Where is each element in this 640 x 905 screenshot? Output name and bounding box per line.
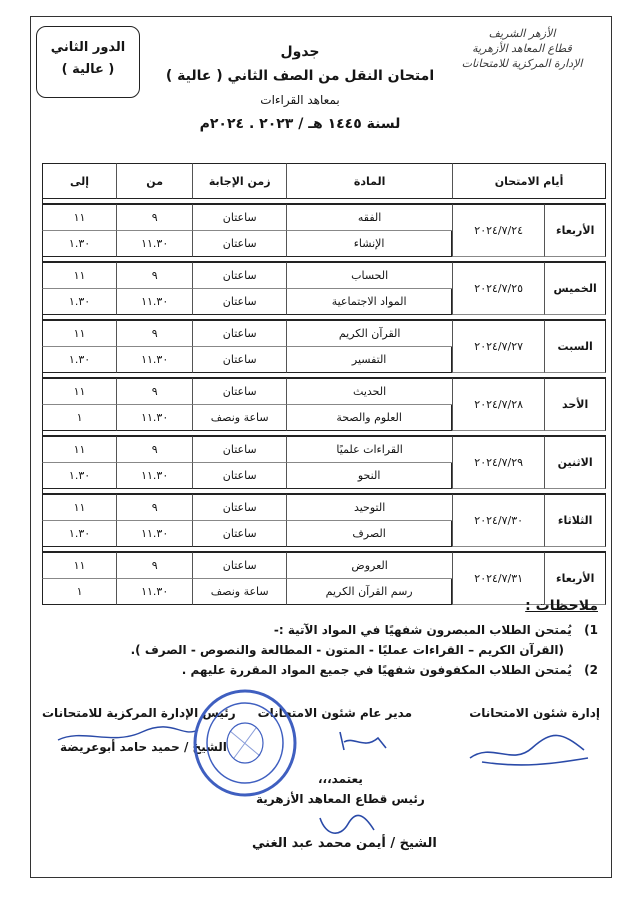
subject-cell: النحو bbox=[286, 463, 452, 489]
header-duration: زمن الإجابة bbox=[192, 163, 286, 199]
subject-cell: القرآن الكريم bbox=[286, 320, 452, 347]
subject-cell: الصرف bbox=[286, 521, 452, 547]
from-cell: ١١.٣٠ bbox=[116, 289, 192, 315]
subject-cell: العلوم والصحة bbox=[286, 405, 452, 431]
date-cell: ٢٠٢٤/٧/٣٠ bbox=[452, 494, 544, 547]
subject-cell: الحديث bbox=[286, 378, 452, 405]
official-stamp bbox=[190, 686, 300, 801]
day-cell: الثلاثاء bbox=[544, 494, 606, 547]
day-cell: السبت bbox=[544, 320, 606, 373]
exam-affairs-signature-title: إدارة شئون الامتحانات bbox=[469, 706, 600, 720]
duration-cell: ساعتان bbox=[192, 552, 286, 579]
to-cell: ١١ bbox=[42, 552, 116, 579]
note-number: 2) bbox=[584, 663, 598, 677]
table-row bbox=[42, 204, 606, 231]
duration-cell: ساعتان bbox=[192, 347, 286, 373]
round-label: الدور الثاني bbox=[50, 40, 126, 55]
to-cell: ١ bbox=[42, 579, 116, 605]
subject-cell: العروض bbox=[286, 552, 452, 579]
round-box bbox=[36, 26, 140, 98]
date-cell: ٢٠٢٤/٧/٢٥ bbox=[452, 262, 544, 315]
to-cell: ١ bbox=[42, 405, 116, 431]
date-cell: ٢٠٢٤/٧/٢٩ bbox=[452, 436, 544, 489]
logo-line: الإدارة المركزية للامتحانات bbox=[461, 57, 583, 70]
day-cell: الخميس bbox=[544, 262, 606, 315]
table-header-row bbox=[42, 163, 606, 199]
approve-label: يعتمد،،، bbox=[318, 772, 363, 786]
table-row bbox=[42, 378, 606, 405]
subject-cell: الحساب bbox=[286, 262, 452, 289]
subject-cell: رسم القرآن الكريم bbox=[286, 579, 452, 605]
schedule-body bbox=[42, 199, 606, 605]
table-row bbox=[42, 494, 606, 521]
central-admin-name: الشيخ / حميد حامد أبوعريضة bbox=[60, 740, 227, 754]
from-cell: ٩ bbox=[116, 436, 192, 463]
note-text: (القرآن الكريم – القراءات عمليًا - المتون - المطالعة والنصوص - الصرف ). bbox=[130, 643, 564, 657]
note-number: 1) bbox=[584, 623, 598, 637]
exam-affairs-signature bbox=[462, 722, 592, 768]
institute-label: بمعاهد القراءات bbox=[260, 93, 340, 107]
duration-cell: ساعتان bbox=[192, 494, 286, 521]
subject-cell: الفقه bbox=[286, 204, 452, 231]
table-row bbox=[42, 320, 606, 347]
from-cell: ١١.٣٠ bbox=[116, 579, 192, 605]
duration-cell: ساعتان bbox=[192, 231, 286, 257]
notes-title: ملاحظات : bbox=[525, 598, 598, 614]
duration-cell: ساعتان bbox=[192, 204, 286, 231]
subject-cell: القراءات علميًا bbox=[286, 436, 452, 463]
from-cell: ١١.٣٠ bbox=[116, 405, 192, 431]
to-cell: ١.٣٠ bbox=[42, 289, 116, 315]
day-cell: الأربعاء bbox=[544, 552, 606, 605]
duration-cell: ساعتان bbox=[192, 463, 286, 489]
gm-exam-affairs-title: مدير عام شئون الامتحانات bbox=[257, 706, 412, 720]
date-cell: ٢٠٢٤/٧/٢٤ bbox=[452, 204, 544, 257]
duration-cell: ساعة ونصف bbox=[192, 405, 286, 431]
title-block bbox=[150, 40, 450, 136]
to-cell: ١١ bbox=[42, 378, 116, 405]
sector-head-title: رئيس قطاع المعاهد الأزهرية bbox=[256, 792, 425, 806]
date-cell: ٢٠٢٤/٧/٢٨ bbox=[452, 378, 544, 431]
to-cell: ١.٣٠ bbox=[42, 463, 116, 489]
note-text: يُمتحن الطلاب المبصرون شفهيًا في المواد الآتية :- bbox=[273, 623, 572, 637]
to-cell: ١١ bbox=[42, 204, 116, 231]
from-cell: ٩ bbox=[116, 552, 192, 579]
to-cell: ١.٣٠ bbox=[42, 521, 116, 547]
level-label: ( عالية ) bbox=[61, 62, 115, 77]
from-cell: ١١.٣٠ bbox=[116, 463, 192, 489]
subject-cell: المواد الاجتماعية bbox=[286, 289, 452, 315]
table-row bbox=[42, 552, 606, 579]
note-text: يُمتحن الطلاب المكفوفون شفهيًا في جميع المواد المقررة عليهم . bbox=[181, 663, 572, 677]
to-cell: ١١ bbox=[42, 262, 116, 289]
exam-schedule-table bbox=[42, 163, 606, 605]
to-cell: ١١ bbox=[42, 436, 116, 463]
note-item bbox=[38, 660, 598, 680]
duration-cell: ساعتان bbox=[192, 262, 286, 289]
from-cell: ٩ bbox=[116, 320, 192, 347]
duration-cell: ساعتان bbox=[192, 378, 286, 405]
duration-cell: ساعتان bbox=[192, 289, 286, 315]
duration-cell: ساعتان bbox=[192, 436, 286, 463]
header-days: أيام الامتحان bbox=[452, 163, 606, 199]
subject-cell: التوحيد bbox=[286, 494, 452, 521]
logo-line: قطاع المعاهد الأزهرية bbox=[472, 42, 572, 55]
note-item bbox=[38, 640, 598, 660]
to-cell: ١.٣٠ bbox=[42, 231, 116, 257]
doc-title: جدول bbox=[280, 44, 320, 60]
year-label: لسنة ١٤٤٥ هـ / ٢٠٢٣ . ٢٠٢٤م bbox=[199, 116, 401, 132]
doc-subtitle: امتحان النقل من الصف الثاني ( عالية ) bbox=[165, 68, 435, 84]
day-cell: الاثنين bbox=[544, 436, 606, 489]
from-cell: ٩ bbox=[116, 262, 192, 289]
from-cell: ١١.٣٠ bbox=[116, 347, 192, 373]
subject-cell: التفسير bbox=[286, 347, 452, 373]
day-cell: الأربعاء bbox=[544, 204, 606, 257]
table-row bbox=[42, 436, 606, 463]
to-cell: ١١ bbox=[42, 320, 116, 347]
from-cell: ٩ bbox=[116, 378, 192, 405]
from-cell: ١١.٣٠ bbox=[116, 231, 192, 257]
duration-cell: ساعتان bbox=[192, 320, 286, 347]
duration-cell: ساعة ونصف bbox=[192, 579, 286, 605]
from-cell: ١١.٣٠ bbox=[116, 521, 192, 547]
note-item bbox=[38, 620, 598, 640]
header-from: من bbox=[116, 163, 192, 199]
day-cell: الأحد bbox=[544, 378, 606, 431]
header-subject: المادة bbox=[286, 163, 452, 199]
notes-section bbox=[38, 598, 598, 680]
to-cell: ١.٣٠ bbox=[42, 347, 116, 373]
date-cell: ٢٠٢٤/٧/٢٧ bbox=[452, 320, 544, 373]
sector-head-name: الشيخ / أيمن محمد عبد الغني bbox=[252, 836, 437, 851]
subject-cell: الإنشاء bbox=[286, 231, 452, 257]
azhar-logo bbox=[446, 26, 598, 71]
central-admin-head-title: رئيس الإدارة المركزية للامتحانات bbox=[42, 706, 236, 720]
from-cell: ٩ bbox=[116, 494, 192, 521]
from-cell: ٩ bbox=[116, 204, 192, 231]
gm-signature bbox=[330, 724, 400, 754]
date-cell: ٢٠٢٤/٧/٣١ bbox=[452, 552, 544, 605]
header-to: إلى bbox=[42, 163, 116, 199]
duration-cell: ساعتان bbox=[192, 521, 286, 547]
table-row bbox=[42, 262, 606, 289]
logo-line: الأزهر الشريف bbox=[488, 27, 556, 40]
to-cell: ١١ bbox=[42, 494, 116, 521]
